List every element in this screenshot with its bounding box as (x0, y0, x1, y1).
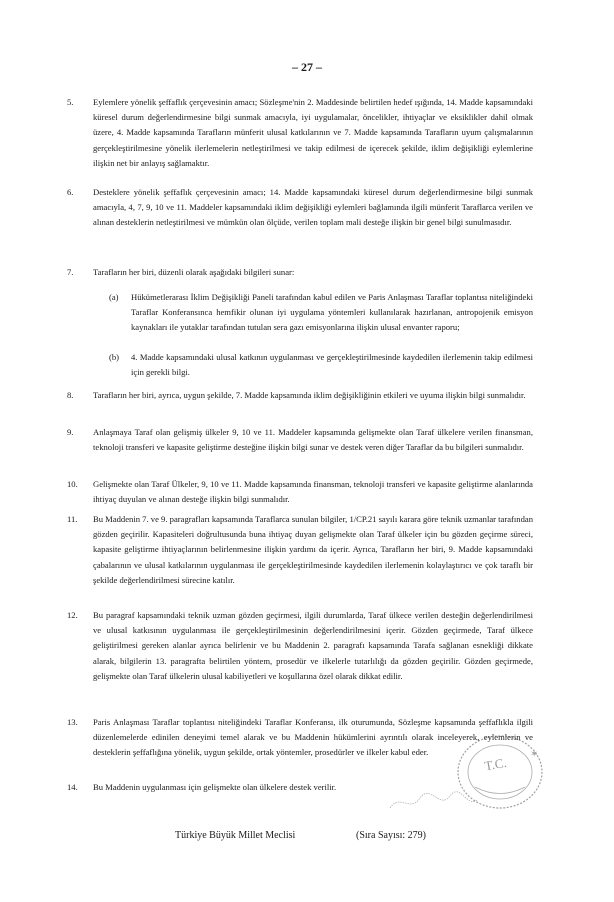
paragraph-text: Bu Maddenin 7. ve 9. paragrafları kapsamında Taraflarca sunulan bilgiler, 1/CP.21 sayılı karara göre teknik uzmanlar tarafından gözden geçirilir. Kapasiteleri doğrultusunda buna ihtiyaç duyan gelişmekte olan Taraf ülkeler için bu gözden geçirme süreci, kapasite geliştirme ihtiyaçlarının belirlenmesine ilişkin yardımı da içerir. Ayrıca, Tarafların her biri, 9. Madde kapsamındaki çabalarının ve ulusal katkılarının uygulanması ile gerçekleştirilmesinde kaydedilen ilerlemenin kolaylaştırıcı ve çok taraflı bir şekilde değerlendirilmesi sürecine katılır. (93, 514, 533, 585)
paragraph-number: 14. (67, 782, 78, 792)
paragraph-number: 5. (67, 97, 74, 107)
subitem-label: (b) (109, 352, 120, 362)
footer-institution: Türkiye Büyük Millet Meclisi (175, 830, 296, 841)
paragraph-text: Bu paragraf kapsamındaki teknik uzman gözden geçirmesi, ilgili durumlarda, Taraf ülkece verilen desteğin değerlendirilmesi ve ulusal katkısının uygulanması ile gerçekleştirilmesinin değerlendirilmesini içerir. Gözden geçirmede, Taraf ülkece geliştirilmesi gereken alanlar ayrıca belirlenir ve bu Maddenin 2. paragrafı kapsamında Tarafa sağlanan esnekliği dikkate alarak, bilgilerin 13. paragrafta belirtilen yöntem, prosedür ve ilkelerle tutarlılığı da gözden geçirilir. Gözden geçirmede, gelişmekte olan Taraf ülkelerin ulusal kabiliyetleri ve koşullarına özel olarak dikkat edilir. (93, 610, 533, 681)
paragraph-6 (67, 185, 533, 231)
subitem-a (109, 290, 533, 336)
paragraph-8 (67, 388, 533, 403)
paragraph-9 (67, 425, 533, 455)
subitem-text: Hükümetlerarası İklim Değişikliği Paneli tarafından kabul edilen ve Paris Anlaşması Taraflar toplantısı niteliğindeki Taraflar Konferansınca hemfikir olunan iyi uygulama yöntemleri kullanılarak hazırlanan, antropojenik emisyon kaynakları ile yutaklar tarafından tutulan sera gazı emisyonlarına ilişkin ulusal envanter raporu; (131, 292, 533, 333)
signature-scribble-icon (385, 788, 480, 816)
paragraph-text: Gelişmekte olan Taraf Ülkeler, 9, 10 ve 11. Madde kapsamında finansman, teknoloji transferi ve kapasite geliştirme alanlarında ihtiyaç duyulan ve alınan desteğe ilişkin bilgi sunmalıdır. (93, 479, 533, 505)
paragraph-text: Desteklere yönelik şeffaflık çerçevesinin amacı; 14. Madde kapsamındaki küresel durum değerlendirmesine bilgi sunmak amacıyla, 4, 7, 9, 10 ve 11. Maddeler kapsamındaki iklim değişikliği eylemleri bağlamında ilgili münferit Taraflarca verilen ve alınan desteklerin netleştirilmesi ve mümkün olan ölçüde, verilen toplam mali desteğe ilişkin bir genel bilgi sunulmasıdır. (93, 187, 533, 228)
paragraph-number: 7. (67, 267, 74, 277)
paragraph-11 (67, 512, 533, 588)
paragraph-text: Anlaşmaya Taraf olan gelişmiş ülkeler 9, 10 ve 11. Maddeler kapsamında gelişmekte olan Taraf ülkelere verilen finansman, teknoloji transferi ve kapasite geliştirme desteğine ilişkin bilgi sunar ve destek veren diğer Taraflar da bu bilgileri sunmalıdır. (93, 427, 533, 453)
subitem-label: (a) (109, 292, 119, 302)
paragraph-text: Eylemlere yönelik şeffaflık çerçevesinin amacı; Sözleşme'nin 2. Maddesinde belirtilen hedef ışığında, 14. Madde kapsamındaki küresel durum değerlendirmesine bilgi sunmak amacıyla, iyi uygulamalar, öncelikler, ihtiyaçlar ve eksiklikler dahil olmak üzere, 4. Madde kapsamında Tarafların münferit ulusal katkılarının ve 7. Madde kapsamında Tarafların uyum çalışmalarının gerçekleştirilmesine yönelik ilerlemelerin netleştirilmesi ve takip edilmesi de içerecek şekilde, iklim değişikliği eylemlerine ilişkin net bir anlayış sağlamaktır. (93, 97, 533, 168)
subitem-b (109, 350, 533, 380)
paragraph-text: Tarafların her biri, düzenli olarak aşağıdaki bilgileri sunar: (93, 267, 295, 277)
paragraph-number: 6. (67, 187, 74, 197)
paragraph-text: Paris Anlaşması Taraflar toplantısı niteliğindeki Taraflar Konferansı, ilk oturumunda, Sözleşme kapsamında şeffaflıkla ilgili düzenlemelerde edinilen deneyimi temel alarak ve bu Maddenin hükümlerini ayrıntılı olarak inceleyerek, eylemlerin ve desteklerin şeffaflığına yönelik, uygun şekilde, ortak yöntemler, prosedürler ve ilkeler kabul eder. (93, 717, 533, 758)
paragraph-number: 12. (67, 610, 78, 620)
footer-sequence-number: (Sıra Sayısı: 279) (356, 830, 426, 841)
paragraph-number: 8. (67, 390, 74, 400)
page-number: – 27 – (292, 60, 322, 74)
paragraph-text: Bu Maddenin uygulanması için gelişmekte olan ülkelere destek verilir. (93, 782, 337, 792)
paragraph-number: 11. (67, 514, 78, 524)
svg-text:✶: ✶ (530, 749, 539, 760)
paragraph-number: 13. (67, 717, 78, 727)
subitem-text: 4. Madde kapsamındaki ulusal katkının uygulanması ve gerçekleştirilmesinde kaydedilen ilerlemenin takip edilmesi için gerekli bilgi. (131, 352, 533, 378)
paragraph-10 (67, 477, 533, 507)
paragraph-12 (67, 608, 533, 684)
paragraph-number: 10. (67, 479, 78, 489)
paragraph-7 (67, 265, 533, 280)
paragraph-text: Tarafların her biri, ayrıca, uygun şekilde, 7. Madde kapsamında iklim değişikliğinin etkileri ve uyuma ilişkin bilgi sunmalıdır. (93, 390, 526, 400)
paragraph-number: 9. (67, 427, 74, 437)
paragraph-5 (67, 95, 533, 171)
svg-text:T.C.: T.C. (483, 754, 508, 774)
